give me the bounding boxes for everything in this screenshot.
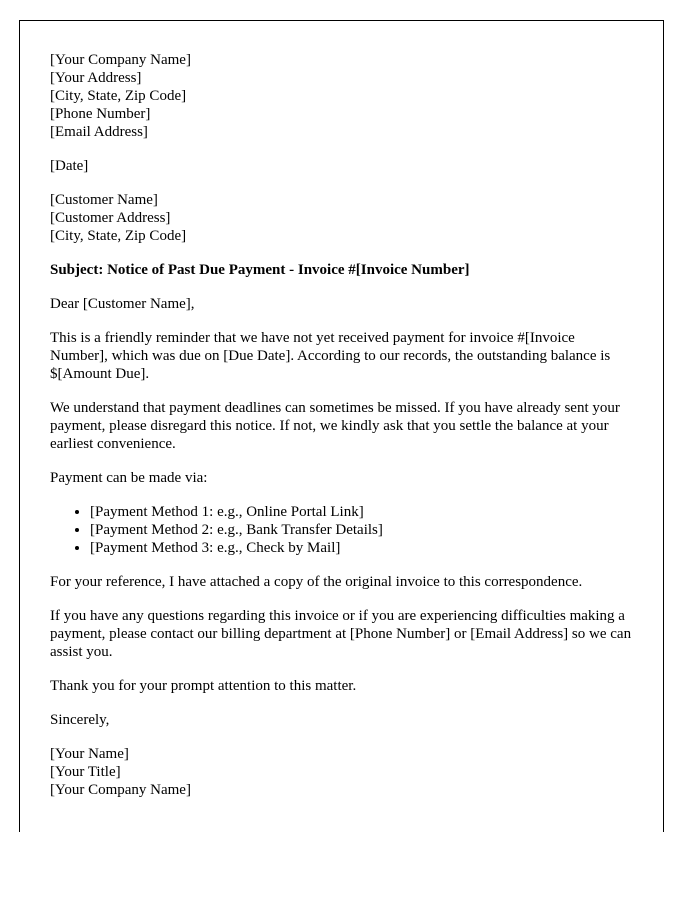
understanding-paragraph: We understand that payment deadlines can sometimes be missed. If you have already sent your payment, please disregard this notice. If not, we kindly ask that you settle the balance at your earliest convenience. [50, 400, 620, 452]
signature-name: [Your Name] [50, 746, 129, 762]
sender-address: [Your Address] [50, 70, 142, 86]
sender-email: [Email Address] [50, 124, 148, 140]
thanks-paragraph: Thank you for your prompt attention to this matter. [50, 678, 357, 694]
payment-intro: Payment can be made via: [50, 470, 208, 486]
salutation: Dear [Customer Name], [50, 296, 195, 312]
recipient-address: [Customer Address] [50, 210, 171, 226]
closing: Sincerely, [50, 712, 110, 728]
letter-date: [Date] [50, 158, 89, 174]
sender-phone: [Phone Number] [50, 106, 151, 122]
payment-method-item: • [Payment Method 3: e.g., Check by Mail] [90, 539, 633, 557]
payment-method-item: • [Payment Method 2: e.g., Bank Transfer Details] [90, 521, 633, 539]
recipient-name: [Customer Name] [50, 192, 158, 208]
signature-block [50, 745, 633, 799]
sender-city-state-zip: [City, State, Zip Code] [50, 88, 187, 104]
sender-company: [Your Company Name] [50, 52, 191, 68]
reminder-paragraph: This is a friendly reminder that we have not yet received payment for invoice #[Invoice Number], which was due on [Due Date]. According to our records, the outstanding balance is $[Amount Due]. [50, 330, 611, 382]
subject-line: Subject: Notice of Past Due Payment - Invoice #[Invoice Number] [50, 262, 470, 278]
payment-method-item: • [Payment Method 1: e.g., Online Portal Link] [90, 503, 633, 521]
signature-title: [Your Title] [50, 764, 121, 780]
sender-block [50, 51, 633, 141]
signature-company: [Your Company Name] [50, 782, 191, 798]
reference-paragraph: For your reference, I have attached a copy of the original invoice to this correspondence. [50, 574, 583, 590]
questions-paragraph: If you have any questions regarding this invoice or if you are experiencing difficulties making a payment, please contact our billing department at [Phone Number] or [Email Address] so we can assist you. [50, 608, 632, 660]
recipient-city-state-zip: [City, State, Zip Code] [50, 228, 187, 244]
recipient-block [50, 191, 633, 245]
letter-page [19, 20, 664, 832]
payment-methods-list [50, 503, 633, 557]
